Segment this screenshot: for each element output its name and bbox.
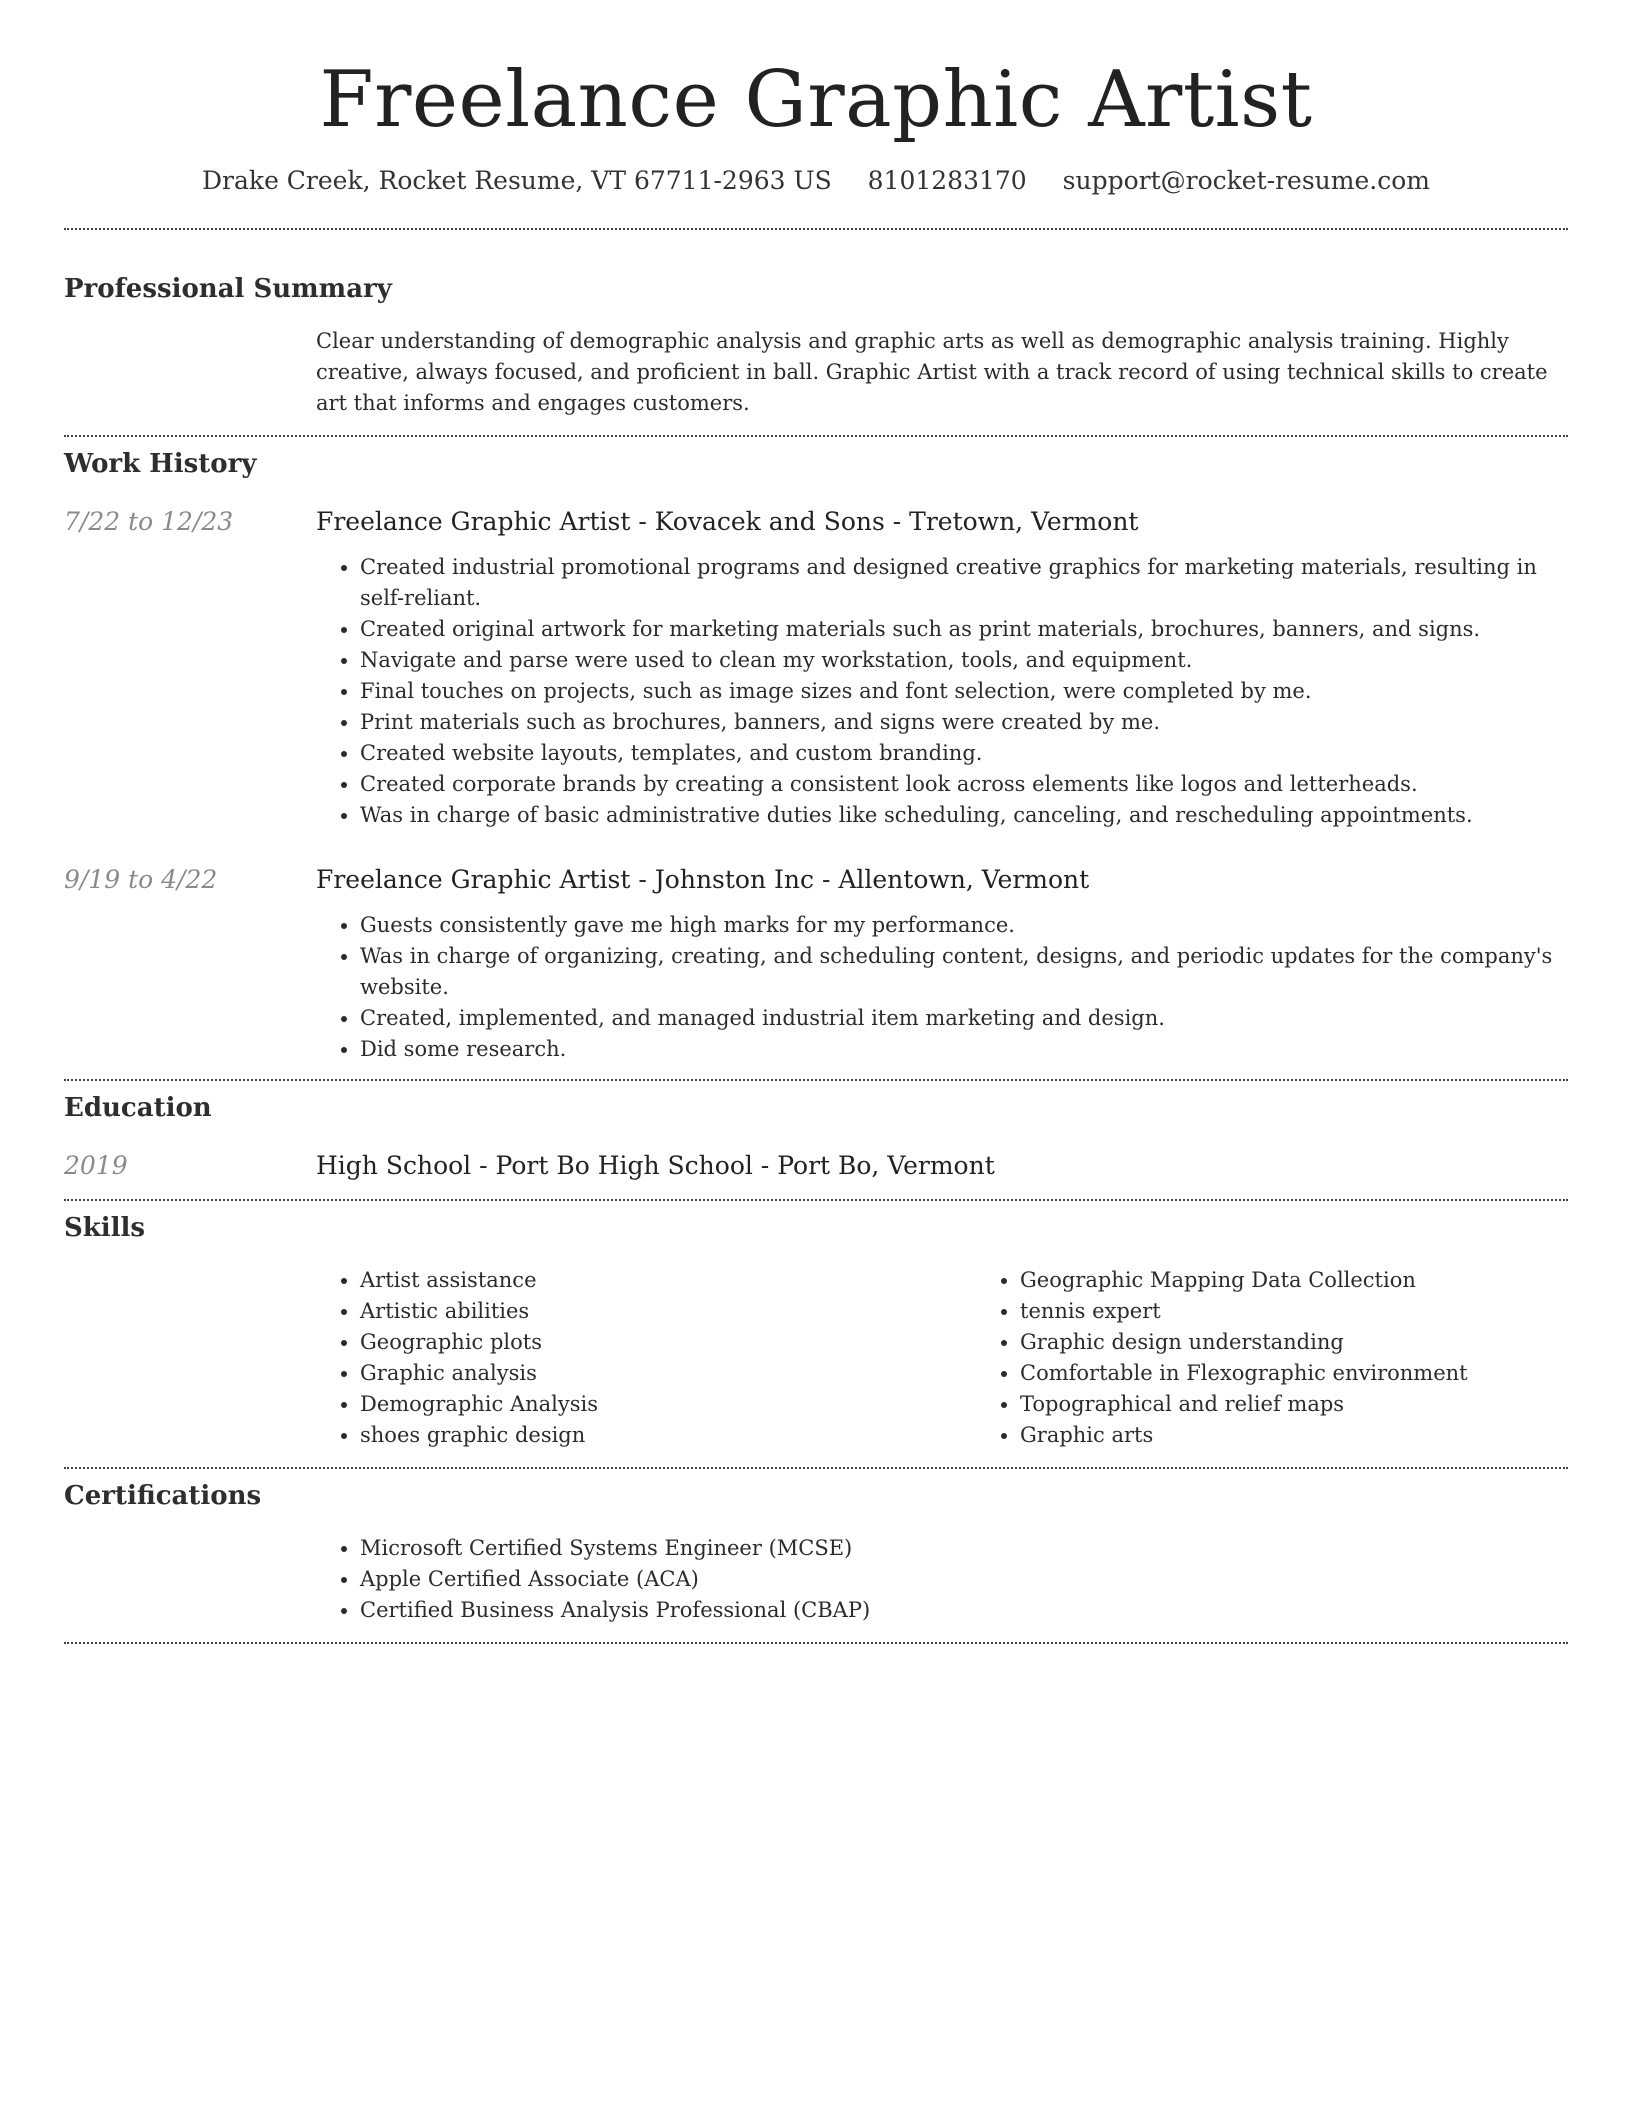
list-item: • Created industrial promotional programs and designed creative graphics for marketing materials, resulting in self-reliant. <box>360 552 1568 614</box>
education-year: 2019 <box>64 1151 128 1180</box>
list-item: • Graphic design understanding <box>1020 1327 1632 1358</box>
list-item: • Geographic Mapping Data Collection <box>1020 1265 1632 1296</box>
list-item: • Topographical and relief maps <box>1020 1389 1632 1420</box>
list-item: • Graphic analysis <box>360 1358 976 1389</box>
list-item: • Created website layouts, templates, and custom branding. <box>360 738 1568 769</box>
list-item: • Was in charge of organizing, creating, and scheduling content, designs, and periodic updates for the company's website. <box>360 941 1568 1003</box>
list-item: • Artist assistance <box>360 1265 976 1296</box>
list-item: • Apple Certified Associate (ACA) <box>360 1564 1568 1595</box>
divider <box>64 1642 1568 1644</box>
list-item: • Artistic abilities <box>360 1296 976 1327</box>
list-item: • Microsoft Certified Systems Engineer (MCSE) <box>360 1533 1568 1564</box>
list-item: • Print materials such as brochures, banners, and signs were created by me. <box>360 707 1568 738</box>
address: Drake Creek, Rocket Resume, VT 67711-2963 US <box>202 166 832 195</box>
education-heading: High School - Port Bo High School - Port Bo, Vermont <box>316 1151 995 1180</box>
list-item: • Certified Business Analysis Professional (CBAP) <box>360 1595 1568 1626</box>
job-dates: 7/22 to 12/23 <box>64 507 234 536</box>
contact-line <box>64 164 1568 198</box>
email: support@rocket-resume.com <box>1062 166 1430 195</box>
certifications-list <box>316 1533 1568 1626</box>
skills-grid <box>316 1265 1632 1451</box>
job-heading: Freelance Graphic Artist - Johnston Inc - Allentown, Vermont <box>316 865 1090 894</box>
list-item: • tennis expert <box>1020 1296 1632 1327</box>
list-item: • Was in charge of basic administrative duties like scheduling, canceling, and rescheduling appointments. <box>360 800 1568 831</box>
list-item: • Navigate and parse were used to clean my workstation, tools, and equipment. <box>360 645 1568 676</box>
list-item: • Comfortable in Flexographic environment <box>1020 1358 1632 1389</box>
certifications-section <box>64 1469 1568 1642</box>
job-entry <box>64 863 1568 1065</box>
section-title-work-history: Work History <box>64 449 257 479</box>
job-bullets <box>316 552 1568 831</box>
list-item: • Demographic Analysis <box>360 1389 976 1420</box>
skills-list-right <box>976 1265 1632 1451</box>
list-item: • Guests consistently gave me high marks for my performance. <box>360 910 1568 941</box>
list-item: • Created, implemented, and managed industrial item marketing and design. <box>360 1003 1568 1034</box>
section-title-education: Education <box>64 1093 212 1123</box>
phone: 8101283170 <box>867 166 1027 195</box>
section-title-summary: Professional Summary <box>64 274 392 304</box>
list-item: • Graphic arts <box>1020 1420 1632 1451</box>
job-dates: 9/19 to 4/22 <box>64 865 218 894</box>
section-title-skills: Skills <box>64 1213 146 1243</box>
list-item: • Final touches on projects, such as image sizes and font selection, were completed by me. <box>360 676 1568 707</box>
list-item: • Did some research. <box>360 1034 1568 1065</box>
list-item: • shoes graphic design <box>360 1420 976 1451</box>
education-section <box>64 1081 1568 1199</box>
education-entry <box>64 1149 1568 1183</box>
skills-section <box>64 1201 1568 1467</box>
list-item: • Created corporate brands by creating a consistent look across elements like logos and letterheads. <box>360 769 1568 800</box>
job-bullets <box>316 910 1568 1065</box>
summary-text: Clear understanding of demographic analysis and graphic arts as well as demographic analysis training. Highly creative, always focused, and proficient in ball. Graphic Artist with a track record of using technical skills to create art that informs and engages customers. <box>316 329 1548 415</box>
work-history-section <box>64 437 1568 1079</box>
list-item: • Created original artwork for marketing materials such as print materials, brochures, banners, and signs. <box>360 614 1568 645</box>
job-heading: Freelance Graphic Artist - Kovacek and Sons - Tretown, Vermont <box>316 507 1139 536</box>
job-entry <box>64 505 1568 831</box>
section-title-certifications: Certifications <box>64 1481 262 1511</box>
list-item: • Geographic plots <box>360 1327 976 1358</box>
resume-header <box>64 0 1568 198</box>
skills-list-left <box>316 1265 976 1451</box>
candidate-name: Freelance Graphic Artist <box>319 55 1313 145</box>
summary-section <box>64 230 1568 435</box>
